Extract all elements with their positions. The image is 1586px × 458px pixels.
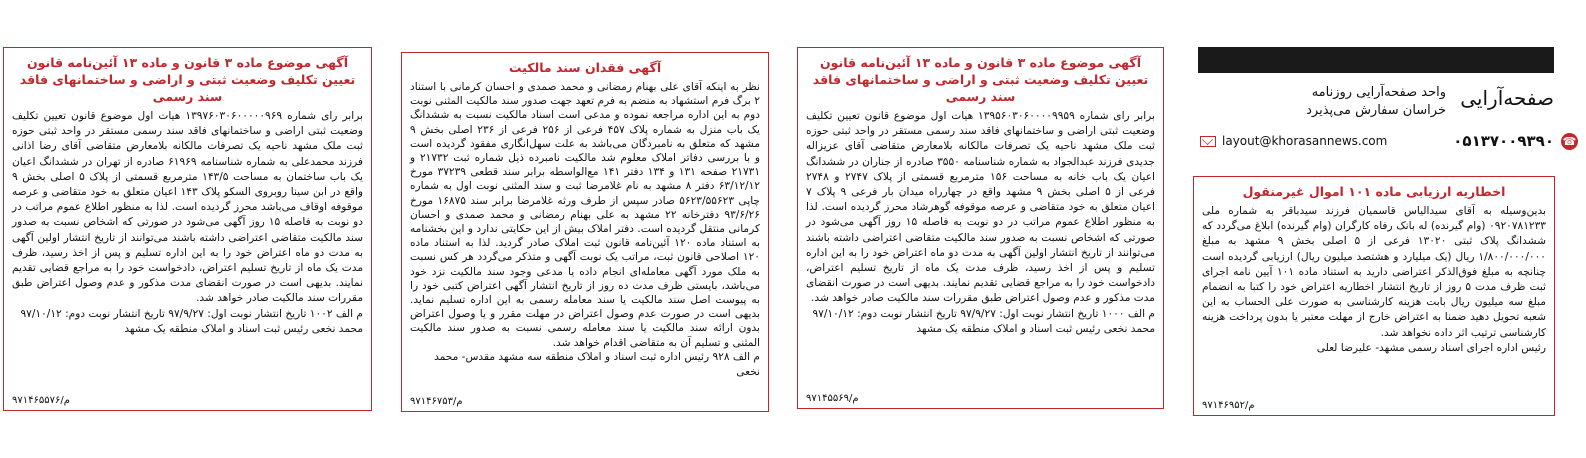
ad-title: اخطاریه ارزیابی ماده ۱۰۱ اموال غیرمنقول — [1242, 184, 1506, 199]
ad-title: آگهی موضوع ماده ۳ قانون و ماده ۱۳ آئین‌نامه قانون تعیین تکلیف وضعیت ثبتی و اراضی و ساختمانهای فاقد سند رسمی — [19, 55, 356, 104]
ad-lost-deed — [401, 52, 769, 412]
ad-body: برابر رای شماره ۱۳۹۷۶۰۳۰۶۰۰۰۰۰۹۶۹ هیات اول موضوع قانون تعیین تکلیف وضعیت ثبتی اراضی و ساختمانهای فاقد سند رسمی مستقر در واحد ثبتی حوزه ثبت ملک مشهد ناحیه یک تصرفات مالکانه بلامعارض متقاضی آقای رضا اذانی فرزند محمدعلی به شماره شناسنامه ۶۱۹۶۹ صادره از تهران در ششدانگ اعیان یک باب ساختمان به مساحت ۱۴۳/۵ مترمربع قسمتی از پلاک ۵ اصلی بخش ۹ واقع در ابن سینا روبروی السکو پلاک ۱۴۳ اعیان متعلق به خود متقاضی و عرصه موقوفه اوقاف می‌باشد محرز گردیده است. لذا به منظور اطلاع عموم مراتب در دو نوبت به فاصله ۱۵ روز آگهی می‌شود در صورتی که اشخاص نسبت به صدور سند مالکیت متقاضی اعتراضی داشته باشند می‌توانند از تاریخ انتشار اولین آگهی به مدت دو ماه اعتراض خود را به این اداره تسلیم و پس از اخذ رسید، ظرف مدت یک ماه از تاریخ تسلیم اعتراض، دادخواست خود را به مراجع قضایی تقدیم نمایند. بدیهی است در صورت انقضای مدت مذکور و عدم وصول اعتراض طبق مقررات سند مالکیت صادر خواهد شد. — [12, 110, 363, 305]
phone-icon: ☎ — [1562, 135, 1577, 148]
ad-body: بدین‌وسیله به آقای سیدالیاس قاسمیان فرزند سیدباقر به شماره ملی ۰۹۲۰۷۸۱۲۳۳ (وام گیرنده) له بانک رفاه کارگران (وام گیرنده) ابلاغ می‌گردد که ششدانگ پلاک ثبتی ۱۳۰۲۰ فرعی از ۵ اصلی بخش ۹ مشهد به مبلغ ۱/۸۰۰/۰۰۰/۰۰۰ ریال (یک میلیارد و هشتصد میلیون ریال) ارزیابی گردیده است چنانچه به مبلغ فوق‌الذکر اعتراضی دارید به استناد ماده ۱۰۱ آیین نامه اجرای ثبت ظرف مدت ۵ روز از تاریخ انتشار اخطاریه اعتراض خود را کتبا به انضمام مبلغ سه میلیون ریال بابت هزینه کارشناسی به صورت علی الحساب به این شعبه تحویل دهید ضمنا به اعتراض خارج از مهلت معتبر یا بدون پرداخت هزینه کارشناسی ترتیب اثر داده نخواهد شد. — [1202, 205, 1546, 339]
promo-subtitle: واحد صفحه‌آرایی روزنامه خراسان سفارش می‌پذیرد — [1306, 85, 1446, 118]
ad-land-registration-2 — [3, 47, 372, 411]
promo-phone[interactable]: ۰۵۱۳۷۰۰۹۳۹۰ — [1453, 132, 1554, 150]
ad-footer: رئیس اداره اجرای اسناد رسمی مشهد- علیرضا لعلی — [1316, 341, 1546, 354]
ad-body: نظر به اینکه آقای علی بهنام رمضانی و محمد صمدی و احسان کرمانی با استناد ۲ برگ فرم استشهاد به منضم به فرم تعهد جهت صدور سند مالکیت المثنی نوبت دوم به این اداره مراجعه نموده و مدعی است اسناد مالکیت نسبت به ششدانگ یک باب منزل به شماره پلاک ۴۵۷ فرعی از ۲۵۶ فرعی از ۲۳۶ اصلی بخش ۹ مشهد که متعلق به نامبردگان می‌باشد به علت سهل‌انگاری مفقود گردیده است و با بررسی دفاتر املاک معلوم شد مالکیت نامبرده ذیل شماره ثبت ۲۱۷۳۲ و ۲۱۷۳۱ صفحه ۱۳۱ و ۱۳۴ دفتر ۱۴۱ مع‌الواسطه برابر سند قطعی ۳۷۲۳۹ مورخ ۶۳/۱۲/۱۲ دفتر ۸ مشهد به نام غلامرضا ثبت و سند المثنی نوبت اول به شماره چاپی ۵۶۲۳/۵۵۶۲۳ صادر سپس از طرف ورثه غلامرضا برابر سند ۱۶۸۷۵ مورخ ۹۳/۶/۲۶ دفترخانه ۲۲ مشهد به علی بهنام رمضانی و محمد صمدی و احسان کرمانی منتقل گردیده است. دفتر املاک بیش از این حکایتی ندارد و این بخشنامه به استناد ماده ۱۲۰ آئین‌نامه قانون ثبت املاک صادر گردید. لذا به استناد ماده ۱۲۰ اصلاحی قانون ثبت، مراتب یک نوبت آگهی و متذکر می‌گردد هر کس نسبت به ملک مورد آگهی معامله‌ای انجام داده یا مدعی وجود سند مالکیت نزد خود می‌باشد، بایستی ظرف مدت ده روز از تاریخ انتشار آگهی اعتراض کتبی خود را به پیوست اصل سند مالکیت یا سند معامله رسمی به این اداره تسلیم نماید. بدیهی است در صورت عدم وصول اعتراض در مهلت مقرر و یا وصول اعتراض بدون ارائه سند مالکیت یا سند معامله رسمی نسبت به صدور سند مالکیت المثنی و تسلیم آن به متقاضی اقدام خواهد شد. — [410, 81, 761, 349]
ad-code: م/۹۷۱۴۶۹۵۲ — [1202, 400, 1255, 411]
ad-footer: م الف ۹۲۸ رئیس اداره ثبت اسناد و املاک منطقه سه مشهد مقدس- محمد نخعی — [434, 350, 760, 379]
ad-body: برابر رای شماره ۱۳۹۵۶۰۳۰۶۰۰۰۰۹۹۵۹ هیات اول موضوع قانون تعیین تکلیف وضعیت ثبتی اراضی و ساختمانهای فاقد سند رسمی مستقر در واحد ثبتی حوزه ثبت ملک مشهد ناحیه یک تصرفات مالکانه بلامعارض متقاضی آقای عزیزاله جدیدی فرزند عبدالجواد به شماره شناسنامه ۳۵۵۰ صادره از جناران در ششدانگ اعیان یک باب خانه به مساحت ۱۵۶ مترمربع قسمتی از پلاک ۲۷۴۷ و ۲۷۴۸ فرعی از ۵ اصلی بخش ۹ مشهد واقع در چهارراه میدان بار فرعی ۹ پلاک ۷ اعیان متعلق به خود متقاضی و عرصه موقوفه گوهرشاد محرز گردیده است. لذا به منظور اطلاع عموم مراتب در دو نوبت به فاصله ۱۵ روز آگهی می‌شود در صورتی که اشخاص نسبت به صدور سند مالکیت متقاضی اعتراضی داشته باشند می‌توانند از تاریخ انتشار اولین آگهی به مدت دو ماه اعتراض خود را به این اداره تسلیم و پس از اخذ رسید، ظرف مدت یک ماه از تاریخ تسلیم اعتراض، دادخواست خود را به مراجع قضایی تقدیم نمایند. بدیهی است در صورت انقضای مدت مذکور و عدم وصول اعتراض طبق مقررات سند مالکیت صادر خواهد شد. — [806, 110, 1155, 305]
ad-land-registration-1 — [797, 47, 1164, 409]
promo-email[interactable]: layout@khorasannews.com — [1222, 134, 1388, 148]
ad-footer: م الف ۱۰۰۲ تاریخ انتشار نوبت اول: ۹۷/۹/۲۷ تاریخ انتشار نوبت دوم: ۹۷/۱۰/۱۲ محمد نخعی رئیس ثبت اسناد و املاک منطقه یک مشهد — [20, 307, 363, 335]
ad-code: م/۹۷۱۴۵۵۶۹ — [806, 393, 859, 404]
ad-title: آگهی فقدان سند مالکیت — [508, 60, 662, 75]
promo-contact — [1198, 132, 1577, 154]
mail-icon — [1200, 136, 1216, 147]
promo-header-bar — [1198, 47, 1554, 73]
promo-title: صفحه‌آرایی — [1460, 86, 1554, 110]
ad-footer: م الف ۱۰۰۰ تاریخ انتشار نوبت اول: ۹۷/۹/۲۷ تاریخ انتشار نوبت دوم: ۹۷/۱۰/۱۲ محمد نخعی رئیس ثبت اسناد و املاک منطقه یک مشهد — [812, 307, 1155, 335]
ad-code: م/۹۷۱۴۶۷۵۳ — [410, 396, 463, 407]
ad-title: آگهی موضوع ماده ۳ قانون و ماده ۱۳ آئین‌نامه قانون تعیین تکلیف وضعیت ثبتی و اراضی و ساختمانهای فاقد سند رسمی — [812, 55, 1149, 104]
promo-title-block — [1198, 80, 1554, 130]
ad-appraisal-notice — [1193, 176, 1555, 416]
ad-code: م/۹۷۱۴۶۵۵۷۶ — [12, 395, 70, 406]
